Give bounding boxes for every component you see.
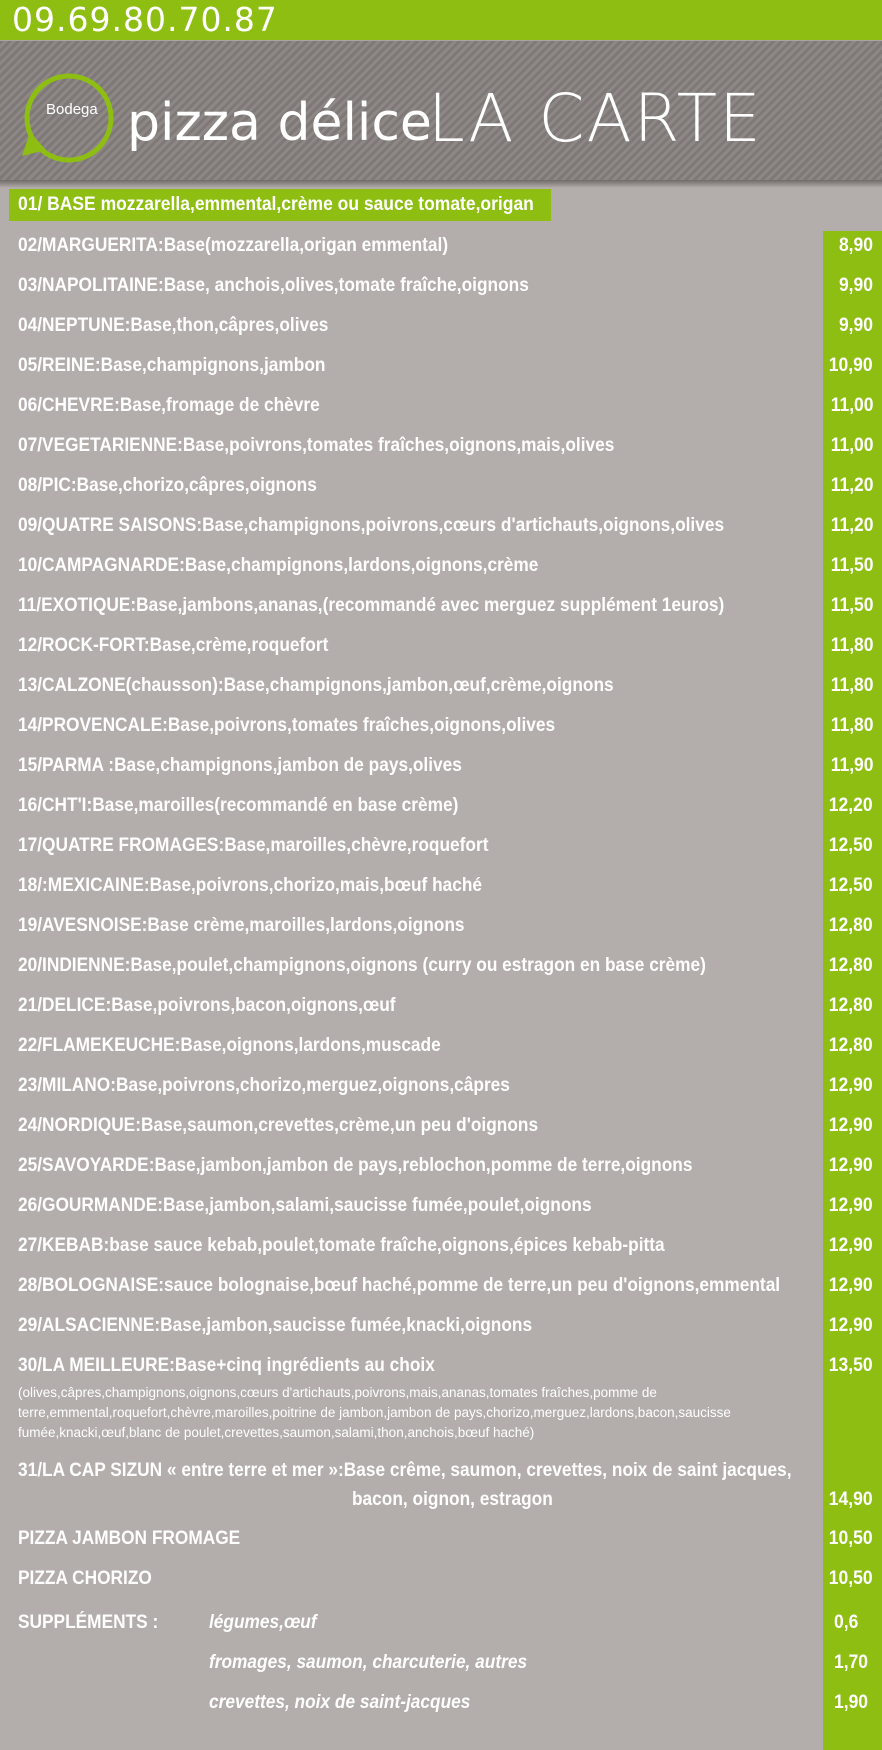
menu-item-price: 11,90 [830, 755, 873, 776]
menu-item [0, 311, 882, 341]
menu-item-price: 11,50 [830, 595, 873, 616]
menu-item-name: 17/QUATRE FROMAGES:Base,maroilles,chèvre,roquefort [18, 835, 489, 856]
phone-number[interactable]: 09.69.80.70.87 [12, 0, 278, 39]
menu-item-price: 11,80 [830, 675, 873, 696]
menu-item-price: 13,50 [829, 1355, 873, 1376]
menu-item-name: 23/MILANO:Base,poivrons,chorizo,merguez,oignons,câpres [18, 1075, 510, 1096]
extra-item-name: PIZZA JAMBON FROMAGE [18, 1528, 241, 1549]
header-shadow [0, 180, 882, 188]
menu-item-price: 12,80 [829, 1035, 873, 1056]
item-31-line-2: bacon, oignon, estragon [352, 1489, 553, 1510]
supplement-price: 1,90 [834, 1692, 869, 1713]
menu-item-name: 28/BOLOGNAISE:sauce bolognaise,bœuf haché,pomme de terre,un peu d'oignons,emmental [18, 1275, 781, 1296]
menu-item [0, 1311, 882, 1341]
supplements-label: SUPPLÉMENTS : [18, 1612, 159, 1633]
supplement-price: 1,70 [834, 1652, 869, 1673]
menu-item-price: 12,90 [829, 1155, 873, 1176]
menu-item [0, 431, 882, 461]
extra-item [0, 1564, 882, 1594]
menu-item-price: 10,90 [829, 355, 873, 376]
item-31-line-1: 31/LA CAP SIZUN « entre terre et mer »:Base crême, saumon, crevettes, noix de saint jacques, [18, 1460, 792, 1481]
base-description: 01/ BASE mozzarella,emmental,crème ou sauce tomate,origan [18, 194, 534, 215]
menu-item-name: 25/SAVOYARDE:Base,jambon,jambon de pays,reblochon,pomme de terre,oignons [18, 1155, 693, 1176]
menu-item [0, 551, 882, 581]
extra-item [0, 1524, 882, 1554]
logo-text: Bodega [46, 101, 98, 118]
supplement-item [0, 1648, 882, 1678]
menu-item-price: 12,20 [829, 795, 873, 816]
menu-item [0, 671, 882, 701]
menu-item-name: 09/QUATRE SAISONS:Base,champignons,poivrons,cœurs d'artichauts,oignons,olives [18, 515, 725, 536]
menu-item-price: 12,80 [829, 955, 873, 976]
menu-item-price: 12,50 [829, 835, 873, 856]
menu-item [0, 231, 882, 261]
supplement-price: 0,6 [834, 1612, 859, 1633]
menu-item-name: 20/INDIENNE:Base,poulet,champignons,oignons (curry ou estragon en base crème) [18, 955, 706, 976]
menu-item-name: 21/DELICE:Base,poivrons,bacon,oignons,œuf [18, 995, 396, 1016]
menu-item-name: 13/CALZONE(chausson):Base,champignons,jambon,œuf,crème,oignons [18, 675, 614, 696]
menu-item-name: 26/GOURMANDE:Base,jambon,salami,saucisse fumée,poulet,oignons [18, 1195, 592, 1216]
menu-item-name: 10/CAMPAGNARDE:Base,champignons,lardons,oignons,crème [18, 555, 539, 576]
menu-item-price: 11,50 [830, 555, 873, 576]
menu-item-price: 11,80 [830, 635, 873, 656]
menu-item [0, 1071, 882, 1101]
menu-item [0, 911, 882, 941]
page-title: LA CARTE [428, 80, 763, 157]
menu-item-price: 11,20 [830, 515, 873, 536]
menu-item [0, 711, 882, 741]
menu-item [0, 1231, 882, 1261]
menu-item [0, 1031, 882, 1061]
menu-item-name: 14/PROVENCALE:Base,poivrons,tomates fraîches,oignons,olives [18, 715, 556, 736]
menu-item [0, 1151, 882, 1181]
menu-item-name: 05/REINE:Base,champignons,jambon [18, 355, 326, 376]
ingredient-choices: (olives,câpres,champignons,oignons,cœurs d'artichauts,poivrons,mais,ananas,tomates fraîches,pomme de terre,emmental,roquefort,chèvre,maroilles,poitrine de jambon,jambon de pays,chorizo,merguez,lardons,bacon,saucisse fumée,knacki,œuf,blanc de poulet,crevettes,saumon,salami,thon,anchois,bœuf haché) [18, 1385, 731, 1440]
menu-item-price: 12,80 [829, 995, 873, 1016]
supplement-item [0, 1688, 882, 1718]
menu-item-name: 30/LA MEILLEURE:Base+cinq ingrédients au choix [18, 1355, 435, 1376]
menu-item-price: 12,90 [829, 1315, 873, 1336]
menu-item [0, 1111, 882, 1141]
extra-item-price: 10,50 [829, 1528, 873, 1549]
menu-item-name: 12/ROCK-FORT:Base,crème,roquefort [18, 635, 329, 656]
menu-item-price: 9,90 [838, 275, 873, 296]
menu-item-price: 12,80 [829, 915, 873, 936]
menu-item-name: 16/CHT'I:Base,maroilles(recommandé en base crème) [18, 795, 459, 816]
supplement-name: crevettes, noix de saint-jacques [209, 1692, 471, 1713]
supplement-item [0, 1608, 882, 1638]
menu-item-price: 12,90 [829, 1075, 873, 1096]
menu-item [0, 1351, 882, 1381]
menu-item-name: 03/NAPOLITAINE:Base, anchois,olives,tomate fraîche,oignons [18, 275, 529, 296]
brand-name: pizza délice [127, 93, 432, 153]
menu-item-price: 11,20 [830, 475, 873, 496]
menu-item [0, 351, 882, 381]
menu-item [0, 791, 882, 821]
menu-item-name: 07/VEGETARIENNE:Base,poivrons,tomates fraîches,oignons,mais,olives [18, 435, 615, 456]
menu-item-name: 11/EXOTIQUE:Base,jambons,ananas,(recommandé avec merguez supplément 1euros) [18, 595, 725, 616]
menu-item [0, 591, 882, 621]
menu-item-price: 12,90 [829, 1195, 873, 1216]
menu-item [0, 471, 882, 501]
menu-item [0, 831, 882, 861]
menu-item [0, 1271, 882, 1301]
bodega-logo-icon [16, 70, 122, 170]
menu-item-price: 8,90 [838, 235, 873, 256]
menu-item-name: 29/ALSACIENNE:Base,jambon,saucisse fumée,knacki,oignons [18, 1315, 533, 1336]
menu-item-price: 12,90 [829, 1275, 873, 1296]
extra-item-name: PIZZA CHORIZO [18, 1568, 152, 1589]
menu-item-price: 9,90 [838, 315, 873, 336]
supplement-name: fromages, saumon, charcuterie, autres [209, 1652, 528, 1673]
menu-item-price: 11,00 [830, 395, 873, 416]
menu-item-price: 12,50 [829, 875, 873, 896]
supplement-name: légumes,œuf [209, 1612, 317, 1633]
extra-item-price: 10,50 [829, 1568, 873, 1589]
menu-item [0, 631, 882, 661]
menu-item [0, 391, 882, 421]
menu-item-name: 24/NORDIQUE:Base,saumon,crevettes,crème,un peu d'oignons [18, 1115, 539, 1136]
menu-item [0, 271, 882, 301]
menu-item-price: 12,90 [829, 1235, 873, 1256]
menu-item [0, 511, 882, 541]
menu-item [0, 951, 882, 981]
menu-item-name: 18/:MEXICAINE:Base,poivrons,chorizo,mais,bœuf haché [18, 875, 483, 896]
menu-item [0, 871, 882, 901]
menu-item [0, 751, 882, 781]
menu-item [0, 991, 882, 1021]
menu-item-name: 04/NEPTUNE:Base,thon,câpres,olives [18, 315, 329, 336]
menu-item-price: 11,80 [830, 715, 873, 736]
menu-item-name: 08/PIC:Base,chorizo,câpres,oignons [18, 475, 317, 496]
menu-item-price: 12,90 [829, 1115, 873, 1136]
menu-item-name: 22/FLAMEKEUCHE:Base,oignons,lardons,muscade [18, 1035, 441, 1056]
menu-item-name: 15/PARMA :Base,champignons,jambon de pays,olives [18, 755, 462, 776]
menu-item-name: 02/MARGUERITA:Base(mozzarella,origan emmental) [18, 235, 449, 256]
menu-item-name: 06/CHEVRE:Base,fromage de chèvre [18, 395, 320, 416]
top-bar [0, 0, 882, 40]
menu-item-name: 27/KEBAB:base sauce kebab,poulet,tomate fraîche,oignons,épices kebab-pitta [18, 1235, 665, 1256]
item-31-price: 14,90 [829, 1489, 873, 1510]
menu-item-price: 11,00 [830, 435, 873, 456]
menu-item [0, 1191, 882, 1221]
menu-item-name: 19/AVESNOISE:Base crème,maroilles,lardons,oignons [18, 915, 465, 936]
